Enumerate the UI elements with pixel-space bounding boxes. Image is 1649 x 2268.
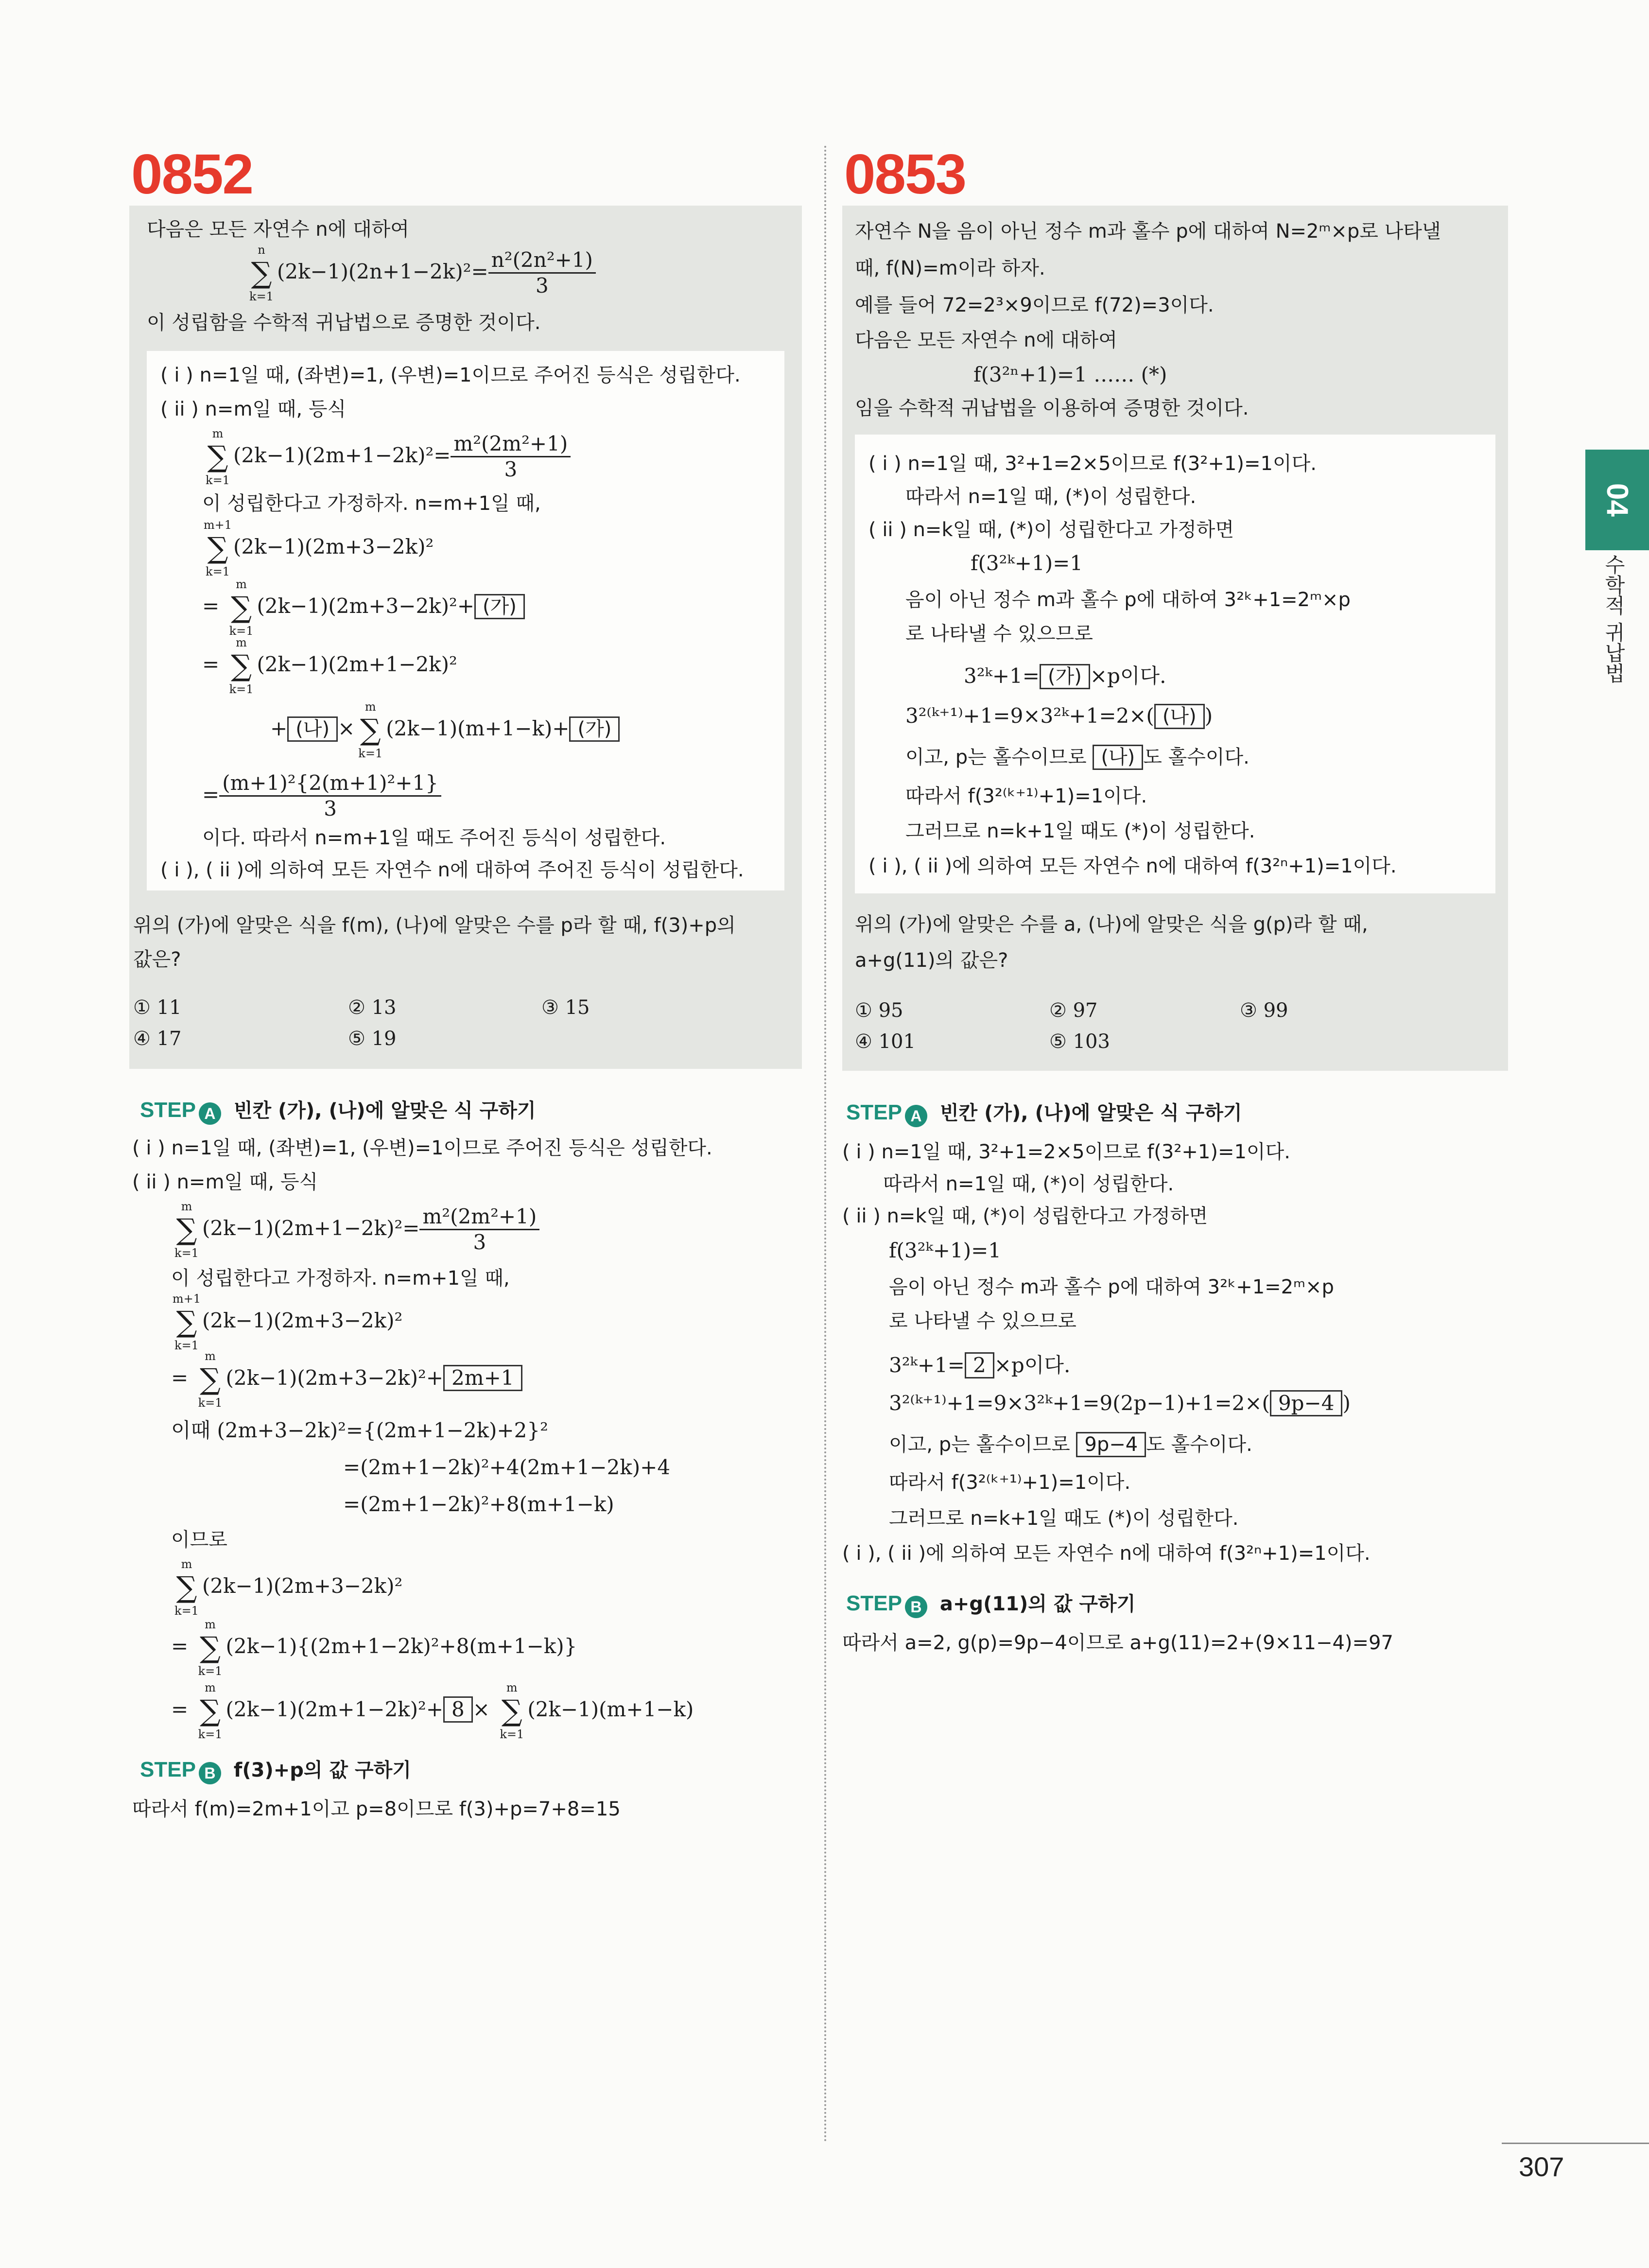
intro-text: 이 성립함을 수학적 귀납법으로 증명한 것이다. [147, 312, 541, 334]
solution-line: 이고, p는 홀수이므로 9p−4 도 홀수이다. [889, 1432, 1252, 1457]
proof-formula: 3²ᵏ+1= (가) ×p이다. [964, 664, 1166, 689]
problem-0853 [842, 0, 1508, 2268]
solution-line: 음이 아닌 정수 m과 홀수 p에 대하여 3²ᵏ+1=2ᵐ×p [889, 1276, 1334, 1298]
intro-text: 임을 수학적 귀납법을 이용하여 증명한 것이다. [855, 397, 1249, 419]
filled-blank-na: 9p−4 [1076, 1432, 1146, 1457]
solution-formula: m ∑ k=1 (2k−1)(2m+1−2k)²= $\frac{\text{m²(2m²+1)}}{3}$ [171, 1204, 539, 1255]
step-badge: B [905, 1596, 927, 1618]
choice-5[interactable]: ⑤ 103 [1049, 1030, 1110, 1053]
proof-formula: m ∑ k=1 (2k−1)(2m+1−2k)²= $\frac{\text{m²(2m²+1)}}{3}$ [202, 432, 571, 482]
choice-4[interactable]: ④ 17 [133, 1028, 182, 1050]
proof-line: ( ii ) n=m일 때, 등식 [160, 398, 347, 420]
solution-line: 이므로 [171, 1529, 227, 1551]
intro-text: 예를 들어 72=2³×9이므로 f(72)=3이다. [855, 294, 1214, 316]
solution-line: =(2m+1−2k)²+4(2m+1−2k)+4 [343, 1455, 671, 1479]
choice-3[interactable]: ③ 15 [541, 996, 590, 1019]
proof-formula: 3²⁽ᵏ⁺¹⁾+1=9×3²ᵏ+1=2×( (나) ) [905, 704, 1213, 729]
problem-number: 0853 [844, 142, 966, 206]
solution-line: 이때 (2m+3−2k)²={(2m+1−2k)+2}² [171, 1418, 548, 1442]
solution-line: 따라서 n=1일 때, (*)이 성립한다. [883, 1173, 1174, 1195]
proof-line: 그러므로 n=k+1일 때도 (*)이 성립한다. [905, 820, 1255, 842]
filled-blank-na: 8 [443, 1696, 473, 1723]
proof-line: 로 나타낼 수 있으므로 [905, 623, 1093, 645]
problem-0852 [129, 0, 802, 2268]
blank-ga: (가) [1040, 664, 1090, 689]
choice-3[interactable]: ③ 99 [1240, 999, 1288, 1022]
solution-formula: = m ∑ k=1 (2k−1)(2m+1−2k)²+ 8 × m ∑ k=1 (2k−1)(m+1−k) [171, 1681, 694, 1741]
sigma-symbol: n ∑ k=1 [249, 243, 274, 303]
solution-formula: 3²⁽ᵏ⁺¹⁾+1=9×3²ᵏ+1=9(2p−1)+1=2×( 9p−4 ) [889, 1390, 1351, 1416]
question-text: a+g(11)의 값은? [855, 949, 1008, 972]
proof-formula: = m ∑ k=1 (2k−1)(2m+3−2k)²+ (가) [202, 593, 525, 622]
solution-line: ( ii ) n=k일 때, (*)이 성립한다고 가정하면 [842, 1205, 1208, 1227]
filled-blank-na: 9p−4 [1270, 1390, 1343, 1416]
intro-text: 다음은 모든 자연수 n에 대하여 [147, 218, 409, 241]
solution-line: ( i ) n=1일 때, (좌변)=1, (우변)=1이므로 주어진 등식은 성립한다. [132, 1137, 712, 1159]
solution-line: 로 나타낼 수 있으므로 [889, 1310, 1076, 1332]
blank-na: (나) [1093, 745, 1143, 770]
step-badge: A [905, 1105, 927, 1127]
proof-line: ( i ) n=1일 때, 3²+1=2×5이므로 f(3²+1)=1이다. [868, 453, 1317, 475]
proof-line: 따라서 n=1일 때, (*)이 성립한다. [905, 486, 1197, 508]
step-b-heading: STEP B f(3)+p의 값 구하기 [140, 1755, 411, 1784]
blank-na: (나) [287, 716, 338, 742]
solution-line: 따라서 f(3²⁽ᵏ⁺¹⁾+1)=1이다. [889, 1471, 1131, 1494]
choice-2[interactable]: ② 13 [348, 996, 397, 1019]
intro-formula: f(3²ⁿ+1)=1 …… (*) [973, 363, 1167, 386]
step-badge: A [199, 1102, 221, 1125]
proof-line: 이고, p는 홀수이므로 (나) 도 홀수이다. [905, 745, 1250, 770]
filled-blank-ga: 2m+1 [443, 1365, 522, 1391]
chapter-title: 수학적 귀납법 [1602, 554, 1626, 683]
intro-text: 다음은 모든 자연수 n에 대하여 [855, 329, 1117, 351]
choice-1[interactable]: ① 95 [855, 999, 903, 1022]
question-text: 값은? [133, 948, 181, 971]
solution-formula: m+1 ∑ k=1 (2k−1)(2m+3−2k)² [172, 1292, 403, 1352]
fraction: $\frac{\text{n²(2n²+1)}}{3}$ [488, 248, 596, 298]
solution-formula: f(3²ᵏ+1)=1 [889, 1239, 1002, 1262]
solution-formula: m ∑ k=1 (2k−1)(2m+3−2k)² [174, 1557, 403, 1618]
blank-ga: (가) [474, 594, 525, 619]
main-formula: n ∑ k=1 (2k−1)(2n+1−2k)²= $\frac{\text{n²(2n²+1)}}{3}$ [246, 248, 596, 298]
chapter-tab: 04 [1585, 450, 1649, 550]
solution-line: 그러므로 n=k+1일 때도 (*)이 성립한다. [889, 1507, 1239, 1530]
page-number: 307 [1519, 2151, 1564, 2182]
blank-ga: (가) [569, 716, 620, 742]
step-a-heading: STEP A 빈칸 (가), (나)에 알맞은 식 구하기 [846, 1098, 1242, 1127]
proof-line: 따라서 f(3²⁽ᵏ⁺¹⁾+1)=1이다. [905, 785, 1147, 807]
intro-text: 때, f(N)=m이라 하자. [855, 257, 1045, 279]
proof-line: 음이 아닌 정수 m과 홀수 p에 대하여 3²ᵏ+1=2ᵐ×p [905, 589, 1351, 611]
choice-1[interactable]: ① 11 [133, 996, 182, 1019]
choice-4[interactable]: ④ 101 [855, 1030, 916, 1053]
proof-line: 이다. 따라서 n=m+1일 때도 주어진 등식이 성립한다. [202, 827, 666, 849]
question-text: 위의 (가)에 알맞은 식을 f(m), (나)에 알맞은 수를 p라 할 때, f(3)+p의 [133, 914, 736, 937]
proof-formula: = $\frac{\text{(m+1)²\{2(m+1)²+1\}}}{3}$ [202, 771, 441, 821]
final-answer: 따라서 a=2, g(p)=9p−4이므로 a+g(11)=2+(9×11−4)=97 [842, 1632, 1393, 1654]
solution-formula: = m ∑ k=1 (2k−1){(2m+1−2k)²+8(m+1−k)} [171, 1618, 577, 1678]
question-text: 위의 (가)에 알맞은 수를 a, (나)에 알맞은 식을 g(p)라 할 때, [855, 913, 1368, 936]
solution-line: =(2m+1−2k)²+8(m+1−k) [343, 1492, 614, 1516]
step-badge: B [199, 1762, 221, 1784]
proof-line: 이 성립한다고 가정하자. n=m+1일 때, [202, 492, 541, 515]
filled-blank-ga: 2 [965, 1352, 994, 1378]
proof-line: ( i ) n=1일 때, (좌변)=1, (우변)=1이므로 주어진 등식은 성립한다. [160, 364, 741, 386]
column-divider [824, 146, 826, 2144]
proof-line: ( i ), ( ii )에 의하여 모든 자연수 n에 대하여 f(3²ⁿ+1)=1이다. [868, 855, 1397, 877]
proof-formula: = m ∑ k=1 (2k−1)(2m+1−2k)² [202, 636, 457, 696]
solution-formula: = m ∑ k=1 (2k−1)(2m+3−2k)²+ 2m+1 [171, 1365, 522, 1394]
page-number-rule [1502, 2143, 1649, 2144]
solution-formula: 3²ᵏ+1= 2 ×p이다. [889, 1352, 1070, 1378]
solution-line: ( ii ) n=m일 때, 등식 [132, 1171, 318, 1193]
choice-2[interactable]: ② 97 [1049, 999, 1098, 1022]
proof-line: ( ii ) n=k일 때, (*)이 성립한다고 가정하면 [868, 519, 1234, 541]
choice-5[interactable]: ⑤ 19 [348, 1028, 397, 1050]
solution-line: ( i ) n=1일 때, 3²+1=2×5이므로 f(3²+1)=1이다. [842, 1141, 1290, 1163]
solution-line: 이 성립한다고 가정하자. n=m+1일 때, [171, 1267, 510, 1290]
intro-text: 자연수 N을 음이 아닌 정수 m과 홀수 p에 대하여 N=2ᵐ×p로 나타낼 [855, 220, 1441, 243]
problem-number: 0852 [131, 142, 253, 206]
step-a-heading: STEP A 빈칸 (가), (나)에 알맞은 식 구하기 [140, 1095, 536, 1125]
blank-na: (나) [1154, 704, 1205, 729]
final-answer: 따라서 f(m)=2m+1이고 p=8이므로 f(3)+p=7+8=15 [132, 1798, 621, 1820]
proof-formula: m+1 ∑ k=1 (2k−1)(2m+3−2k)² [203, 518, 434, 578]
solution-line: ( i ), ( ii )에 의하여 모든 자연수 n에 대하여 f(3²ⁿ+1)=1이다. [842, 1542, 1371, 1565]
proof-line: ( i ), ( ii )에 의하여 모든 자연수 n에 대하여 주어진 등식이 성립한다. [160, 859, 744, 881]
step-b-heading: STEP B a+g(11)의 값 구하기 [846, 1588, 1135, 1618]
proof-formula: f(3²ᵏ+1)=1 [971, 551, 1083, 575]
proof-formula: + (나) × m ∑ k=1 (2k−1)(m+1−k)+ (가) [270, 715, 620, 745]
